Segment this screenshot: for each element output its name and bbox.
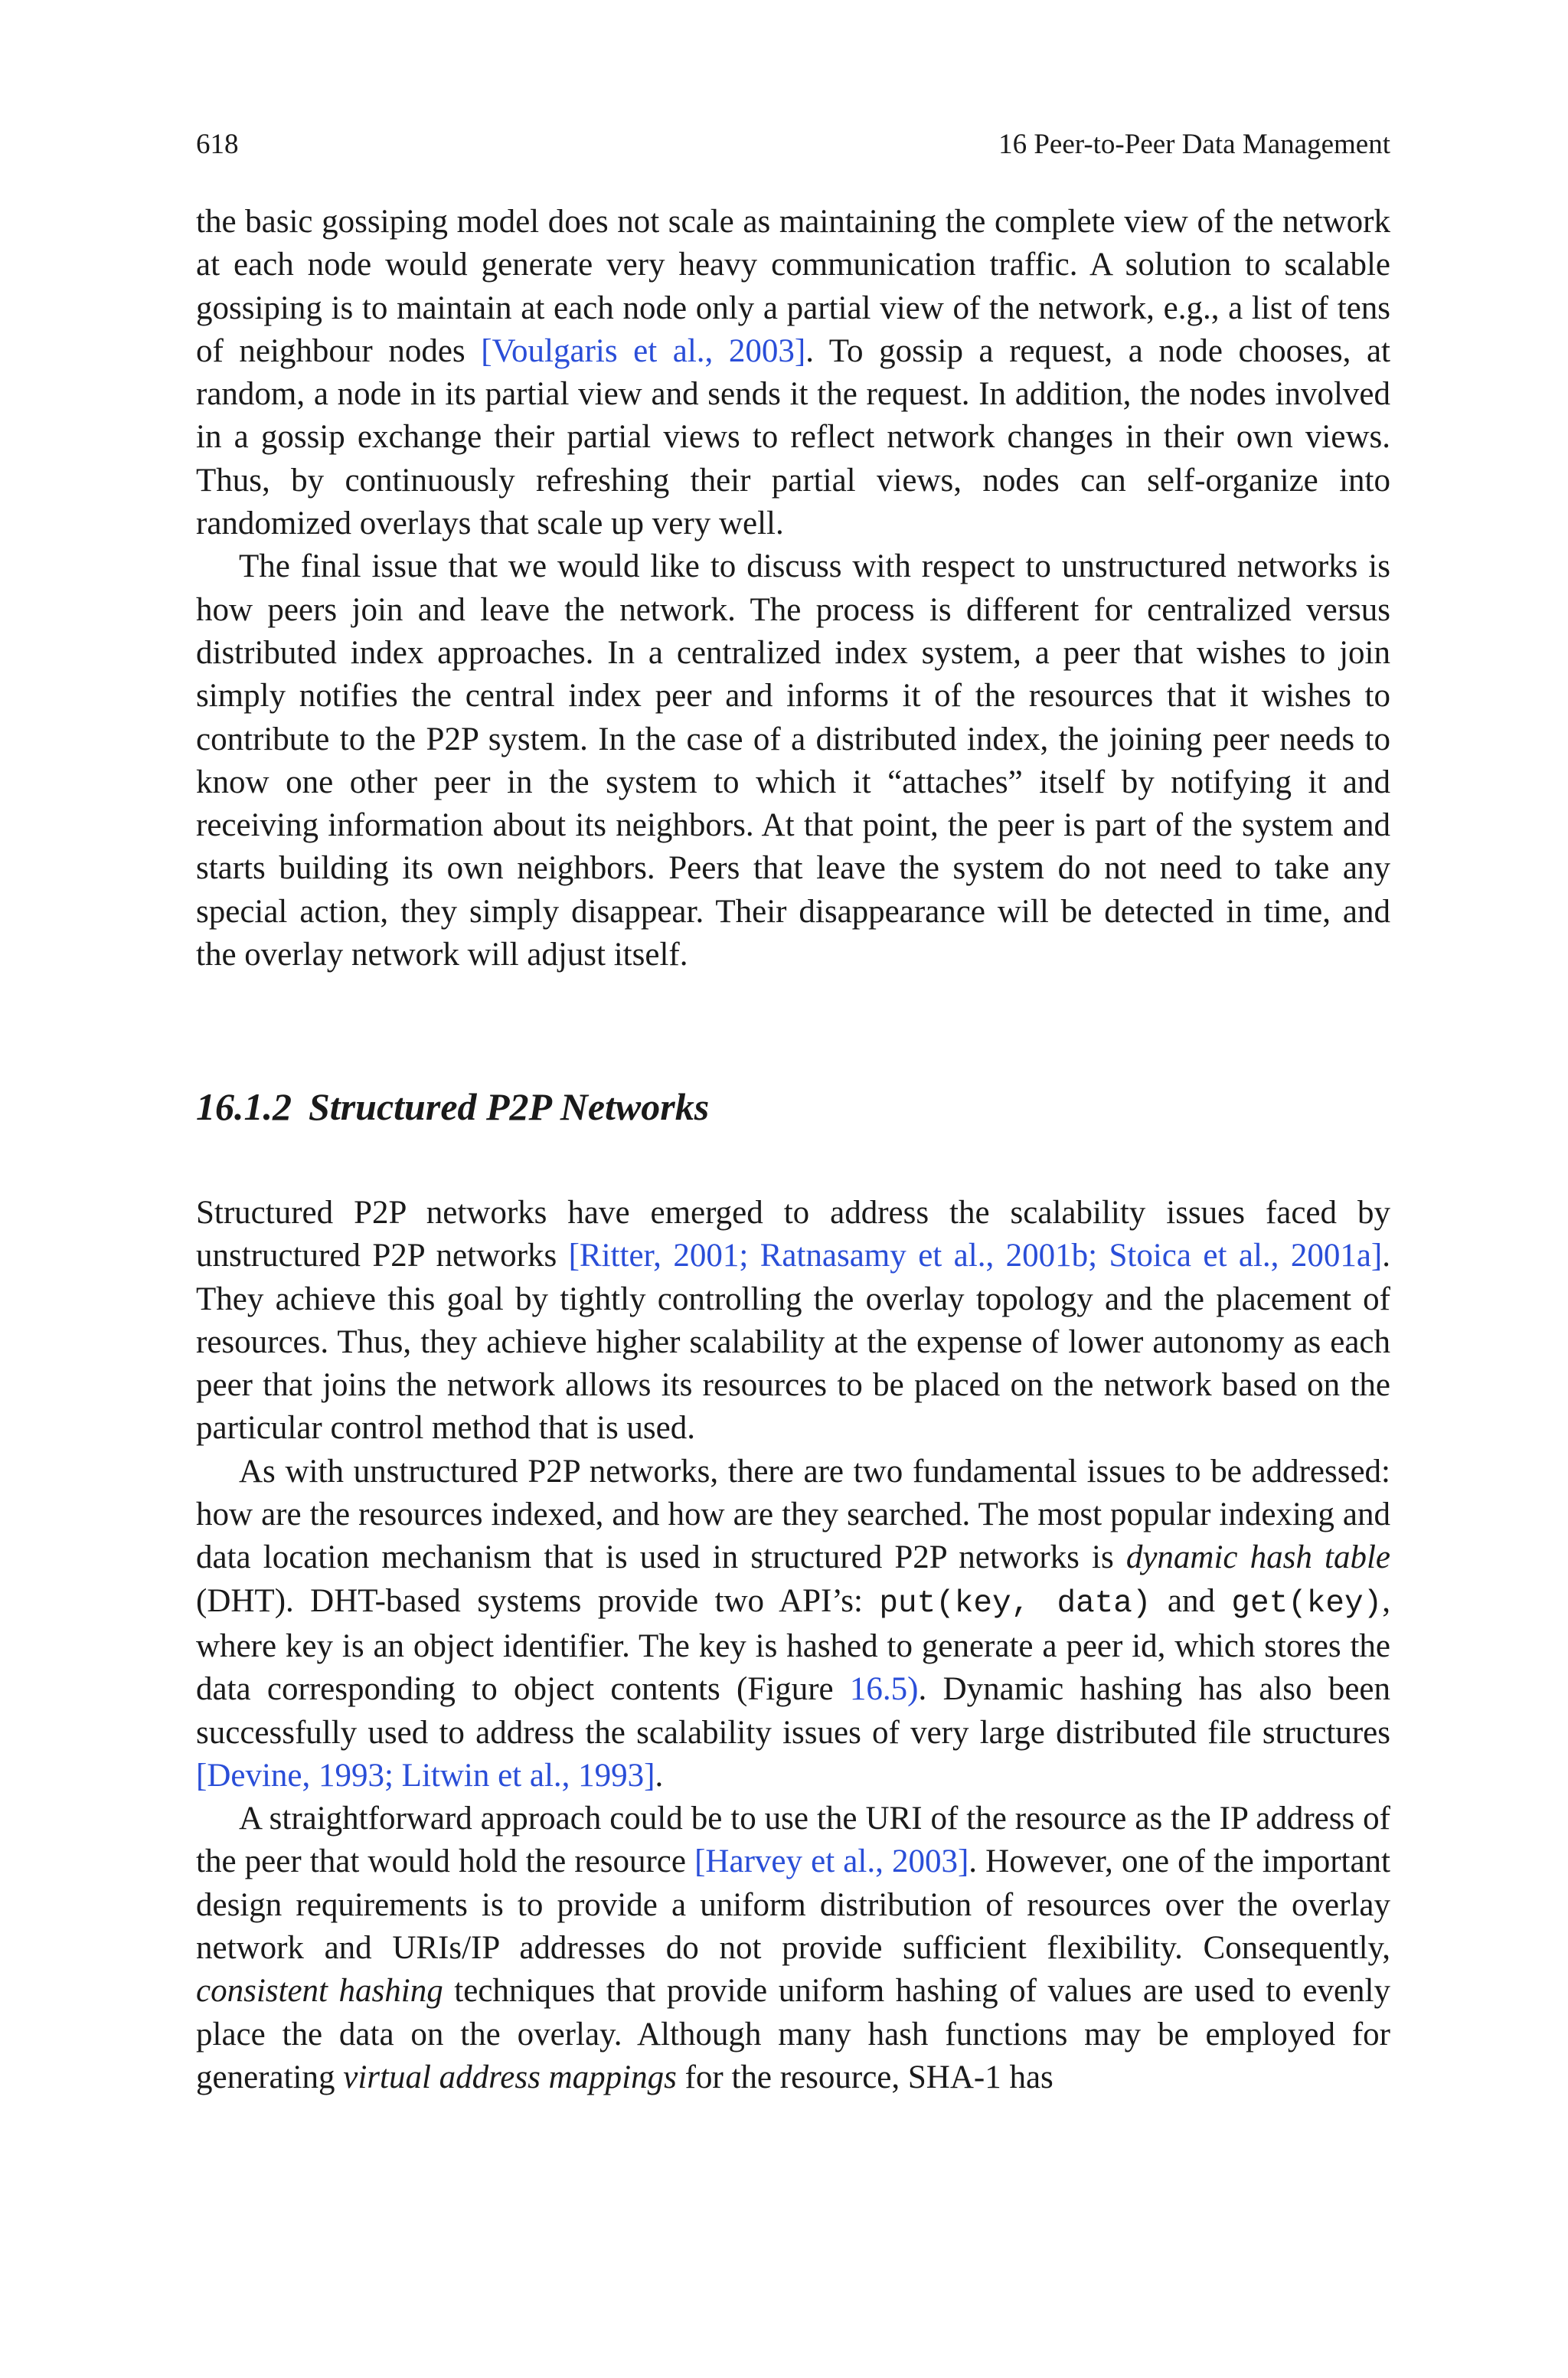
section-number: 16.1.2 xyxy=(196,1085,292,1128)
citation-link[interactable]: [Voulgaris et al., 2003] xyxy=(481,332,806,369)
page-number: 618 xyxy=(196,129,239,160)
paragraph-gossiping: the basic gossiping model does not scale as maintaining the complete view of the network at each node would generate very heavy communication traffic. A solution to scalable gossiping is to maintain at each node only a partial view of the network, e.g., a list of tens of neighbour nodes [Voulgaris et al., 2003]. To gossip a request, a node chooses, at random, a node in its partial view and sends it the request. In addition, the nodes involved in a gossip exchange their partial views to reflect network changes in their own views. Thus, by continuously refreshing their partial views, nodes can self-organize into randomized overlays that scale up very well. xyxy=(196,204,1391,542)
emphasis-term: virtual address mappings xyxy=(343,2059,677,2095)
paragraph-join-leave: The final issue that we would like to discuss with respect to unstructured networks is how peers join and leave the network. The process is different for centralized versus distributed index approaches. In a centralized index system, a peer that wishes to join simply notifies the central index peer and informs it of the resources that it wishes to contribute to the P2P system. In the case of a distributed index, the joining peer needs to know one other peer in the system to which it “attaches” itself by notifying it and receiving information about its neighbors. At that point, the peer is part of the system and starts building its own neighbors. Peers that leave the system do not need to take any special action, they simply disappear. Their disappearance will be detected in time, and the overlay network will adjust itself. xyxy=(196,548,1390,973)
book-page xyxy=(196,0,1390,2378)
running-head xyxy=(196,126,1390,164)
section-heading xyxy=(196,1081,1390,1132)
code-put: put(key, data) xyxy=(879,1585,1152,1621)
text-block-unstructured xyxy=(196,201,1390,976)
text-block-structured xyxy=(196,1192,1390,2099)
citation-link[interactable]: [Devine, 1993; Litwin et al., 1993] xyxy=(196,1757,655,1794)
paragraph-consistent-hashing: A straightforward approach could be to use the URI of the resource as the IP address of the peer that would hold the resource [Harvey et al., 2003]. However, one of the important design requirements is to provide a uniform distribution of resources over the overlay network and URIs/IP addresses do not provide sufficient flexibility. Consequently, consistent hashing techniques that provide uniform hashing of values are used to evenly place the data on the overlay. Although many hash functions may be employed for generating virtual address mappings for the resource, SHA-1 has xyxy=(196,1801,1390,2095)
chapter-title: 16 Peer-to-Peer Data Management xyxy=(998,129,1390,160)
emphasis-term: dynamic hash table xyxy=(1125,1539,1390,1576)
citation-link[interactable]: [Harvey et al., 2003] xyxy=(694,1843,969,1880)
figure-link[interactable]: 16.5) xyxy=(849,1671,919,1708)
emphasis-term: consistent hashing xyxy=(196,1973,443,2010)
code-get: get(key) xyxy=(1231,1585,1383,1621)
paragraph-structured-intro: Structured P2P networks have emerged to address the scalability issues faced by unstructured P2P networks [Ritter, 2001; Ratnasamy et al., 2001b; Stoica et al., 2001a]. They achieve this goal by tightly controlling the overlay topology and the placement of resources. Thus, they achieve higher scalability at the expense of lower autonomy as each peer that joins the network allows its resources to be placed on the network based on the particular control method that is used. xyxy=(196,1195,1390,1447)
section-title: Structured P2P Networks xyxy=(309,1085,710,1128)
paragraph-dht: As with unstructured P2P networks, there are two fundamental issues to be addressed: how are the resources indexed, and how are they searched. The most popular indexing and data location mechanism that is used in structured P2P networks is dynamic hash table (DHT). DHT-based systems provide two API’s: put(key, data) and get(key), where key is an object identifier. The key is hashed to generate a peer id, which stores the data corresponding to object contents (Figure 16.5). Dynamic hashing has also been successfully used to address the scalability issues of very large distributed file structures [Devine, 1993; Litwin et al., 1993]. xyxy=(196,1453,1390,1794)
citation-link[interactable]: [Ritter, 2001; Ratnasamy et al., 2001b; Stoica et al., 2001a] xyxy=(568,1238,1383,1274)
